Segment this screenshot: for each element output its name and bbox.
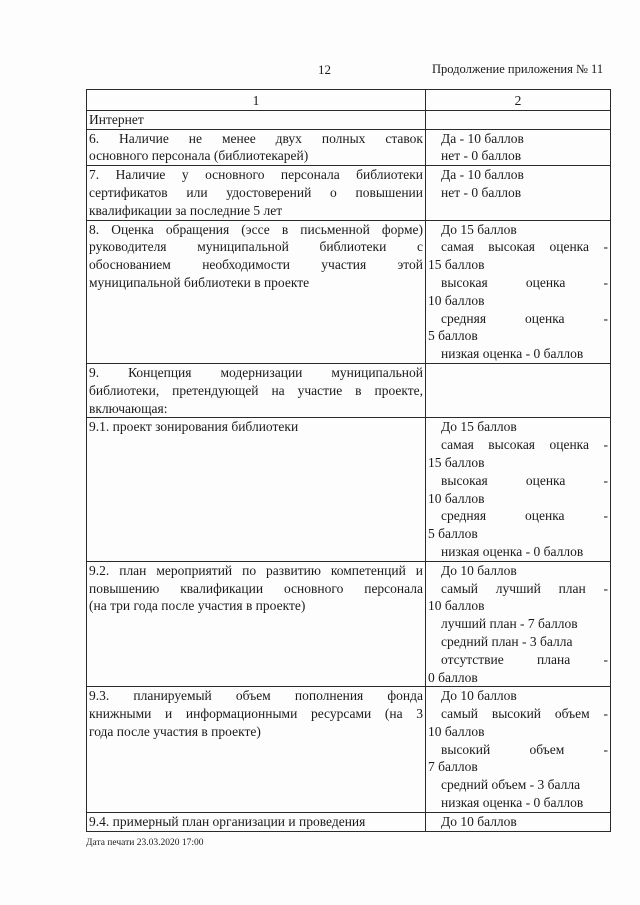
continuation-label: Продолжение приложения № 11 (432, 62, 604, 76)
criteria-table (86, 89, 611, 832)
score-line: 10 баллов (428, 598, 485, 614)
table-row (87, 363, 611, 417)
criterion-line: сертификатов или удостоверений о повышении (89, 184, 423, 200)
criterion-cell (87, 129, 426, 166)
criterion-line: 6. Наличие не менее двух полных ставок (89, 130, 423, 146)
criterion-cell (87, 561, 426, 687)
criterion-line: 8. Оценка обращения (эссе в письменной форме) (89, 221, 423, 237)
criterion-line: библиотеки, претендующей на участие в проекте, (89, 382, 423, 398)
score-line: 10 баллов (428, 292, 485, 308)
criterion-line: руководителя муниципальной библиотеки с (89, 239, 423, 255)
score-line: низкая оценка - 0 баллов (441, 346, 584, 362)
criterion-cell (87, 220, 426, 363)
criterion-line: муниципальной библиотеки в проекте (89, 274, 310, 290)
criterion-line: 9.3. планируемый объем пополнения фонда (89, 688, 423, 704)
score-line: До 15 баллов (441, 419, 517, 435)
score-cell (426, 687, 611, 813)
section-empty-cell (426, 110, 611, 129)
score-line: лучший план - 7 баллов (441, 616, 578, 632)
score-line: 5 баллов (428, 328, 478, 344)
criterion-line: обоснованием необходимости участия этой (89, 257, 423, 273)
criterion-line: 9.2. план мероприятий по развитию компетенций и (89, 562, 423, 578)
criterion-line: повышению квалификации основного персонала (89, 580, 423, 596)
table-row (87, 129, 611, 166)
score-line: самая высокая оценка - (441, 437, 608, 453)
score-line: самый лучший план - (441, 580, 608, 596)
criterion-line: квалификации за последние 5 лет (89, 202, 283, 218)
section-row (87, 110, 611, 129)
score-line: До 15 баллов (441, 221, 517, 237)
criterion-line: включающая: (89, 400, 168, 416)
table-row (87, 418, 611, 561)
score-cell (426, 812, 611, 831)
score-line: средняя оценка - (441, 508, 608, 524)
criterion-line: 9.1. проект зонирования библиотеки (89, 419, 299, 435)
table-row (87, 166, 611, 220)
print-date: Дата печати 23.03.2020 17:00 (86, 838, 204, 848)
score-line: высокая оценка - (441, 472, 608, 488)
score-line: средний план - 3 балла (441, 633, 573, 649)
score-cell (426, 166, 611, 220)
table-row (87, 687, 611, 813)
score-line: 10 баллов (428, 723, 485, 739)
criterion-cell (87, 687, 426, 813)
criterion-line: книжными и информационными ресурсами (на 3 (89, 706, 423, 722)
criterion-line: 9. Концепция модернизации муниципальной (89, 364, 423, 380)
table-header-row (87, 90, 611, 111)
table-row (87, 812, 611, 831)
score-line: Да - 10 баллов (441, 130, 524, 146)
score-line: До 10 баллов (441, 688, 517, 704)
criterion-line: 7. Наличие у основного персонала библиотеки (89, 167, 423, 183)
score-line: 5 баллов (428, 526, 478, 542)
criterion-line: основного персонала (библиотекарей) (89, 148, 309, 164)
score-line: самый высокий объем - (441, 706, 608, 722)
score-line: средний объем - 3 балла (441, 777, 581, 793)
table-row (87, 220, 611, 363)
score-line: нет - 0 баллов (441, 148, 522, 164)
criterion-line: (на три года после участия в проекте) (89, 598, 306, 614)
criterion-cell (87, 363, 426, 417)
score-line: До 10 баллов (441, 562, 517, 578)
section-label: Интернет (87, 110, 426, 129)
criterion-cell (87, 812, 426, 831)
table-row (87, 561, 611, 687)
score-cell (426, 129, 611, 166)
page-number: 12 (318, 62, 331, 77)
score-line: Да - 10 баллов (441, 167, 524, 183)
score-line: 10 баллов (428, 490, 485, 506)
score-line: отсутствие плана - (441, 651, 608, 667)
score-cell (426, 418, 611, 561)
criterion-line: 9.4. примерный план организации и проведения (89, 813, 366, 829)
score-line: 7 баллов (428, 759, 478, 775)
score-line: высокая оценка - (441, 274, 608, 290)
score-line: 0 баллов (428, 669, 478, 685)
score-cell (426, 561, 611, 687)
criterion-cell (87, 418, 426, 561)
column-1-header: 1 (87, 90, 426, 111)
score-line: До 10 баллов (441, 813, 517, 829)
criterion-cell (87, 166, 426, 220)
score-line: 15 баллов (428, 257, 485, 273)
criterion-line: года после участия в проекте) (89, 723, 261, 739)
score-line: нет - 0 баллов (441, 184, 522, 200)
score-cell (426, 220, 611, 363)
score-line: самая высокая оценка - (441, 239, 608, 255)
column-2-header: 2 (426, 90, 611, 111)
score-line: высокий объем - (441, 741, 608, 757)
score-line: низкая оценка - 0 баллов (441, 795, 584, 811)
score-line: средняя оценка - (441, 310, 608, 326)
score-cell (426, 363, 611, 417)
score-line: 15 баллов (428, 454, 485, 470)
score-line: низкая оценка - 0 баллов (441, 543, 584, 559)
